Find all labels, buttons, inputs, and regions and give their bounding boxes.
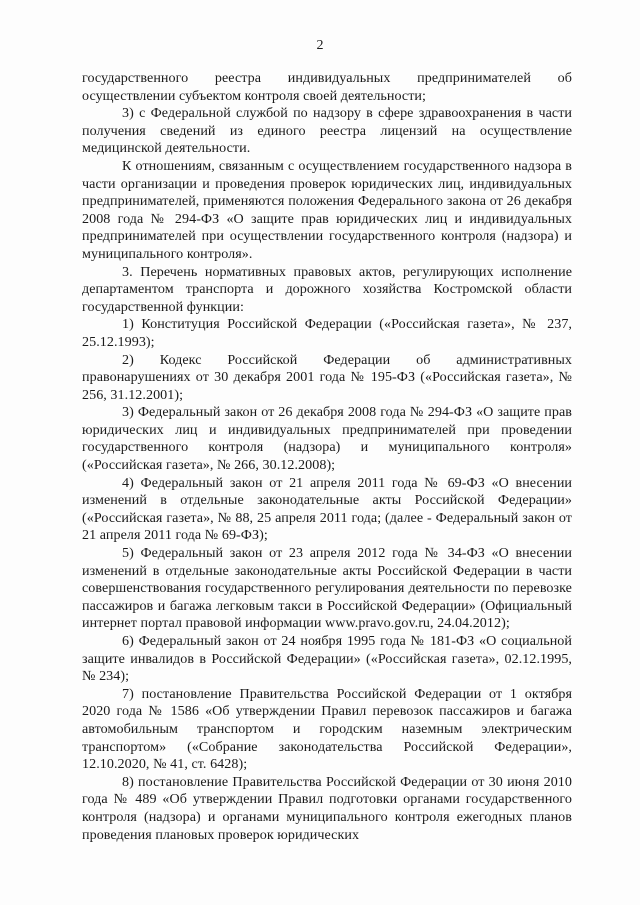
list-item-3: 3) Федеральный закон от 26 декабря 2008 года № 294-ФЗ «О защите прав юридических лиц и индивидуальных предпринимателей при проведении государственного контроля (надзора) и муниципального контроля» («Российская газета», № 266, 30.12.2008); (82, 404, 572, 474)
paragraph-continuation: государственного реестра индивидуальных предпринимателей об осуществлении субъектом контроля своей деятельности; (82, 70, 572, 104)
list-item-5: 5) Федеральный закон от 23 апреля 2012 года № 34-ФЗ «О внесении изменений в отдельные законодательные акты Российской Федерации в части совершенствования государственного регулирования деятельности по перевозке пассажиров и багажа легковым такси в Российской Федерации» (Официальный интернет портал правовой информации www.pravo.gov.ru, 24.04.2012); (82, 545, 572, 632)
list-item-8: 8) постановление Правительства Российской Федерации от 30 июня 2010 года № 489 «Об утверждении Правил подготовки органами государственного контроля (надзора) и органами муниципального контроля ежегодных планов проведения плановых проверок юридических (82, 773, 572, 843)
list-item-7: 7) постановление Правительства Российской Федерации от 1 октября 2020 года № 1586 «Об утверждении Правил перевозок пассажиров и багажа автомобильным транспортом и городским наземным электрическим транспортом» («Собрание законодательства Российской Федерации», 12.10.2020, № 41, ст. 6428); (82, 685, 572, 773)
section-3-heading: 3. Перечень нормативных правовых актов, регулирующих исполнение департаментом транспорта и дорожного хозяйства Костромской области государственной функции: (82, 263, 572, 315)
list-item-4: 4) Федеральный закон от 21 апреля 2011 года № 69-ФЗ «О внесении изменений в отдельные законодательные акты Российской Федерации» («Российская газета», № 88, 25 апреля 2011 года; (далее - Федеральный закон от 21 апреля 2011 года № 69-ФЗ); (82, 474, 572, 544)
page-number: 2 (316, 38, 324, 53)
paragraph-item-3-healthcare: 3) с Федеральной службой по надзору в сфере здравоохранения в части получения сведений из единого реестра лицензий на осуществление медицинской деятельности. (82, 105, 572, 157)
paragraph-relations: К отношениям, связанным с осуществлением государственного надзора в части организации и проведения проверок юридических лиц, индивидуальных предпринимателей, применяются положения Федерального закона от 26 декабря 2008 года № 294-ФЗ «О защите прав юридических лиц и индивидуальных предпринимателей при осуществлении государственного контроля (надзора) и муниципального контроля». (82, 157, 572, 262)
list-item-6: 6) Федеральный закон от 24 ноября 1995 года № 181-ФЗ «О социальной защите инвалидов в Российской Федерации» («Российская газета», 02.12.1995, № 234); (82, 633, 572, 685)
document-body (82, 70, 572, 844)
list-item-2: 2) Кодекс Российской Федерации об административных правонарушениях от 30 декабря 2001 года № 195-ФЗ («Российская газета», № 256, 31.12.2001); (82, 351, 572, 403)
list-item-1: 1) Конституция Российской Федерации («Российская газета», № 237, 25.12.1993); (82, 316, 572, 350)
